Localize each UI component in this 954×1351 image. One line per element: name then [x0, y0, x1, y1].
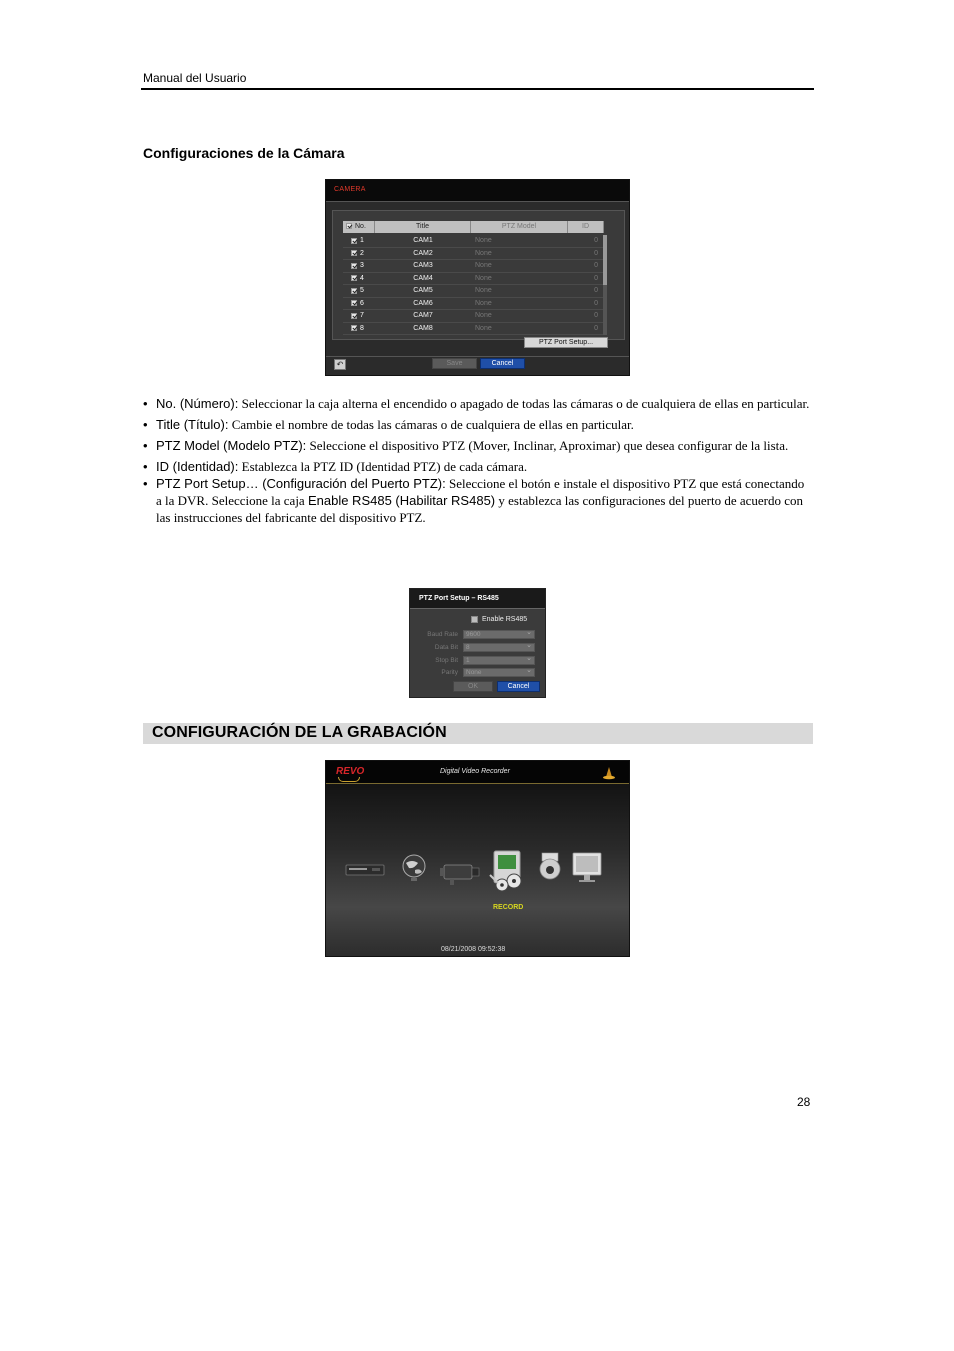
camera-title-field[interactable]: CAM5 — [413, 287, 433, 295]
back-arrow-icon[interactable]: ↶ — [334, 359, 346, 370]
logo-swoosh — [338, 777, 360, 782]
table-row: 3 CAM3 None 0 — [343, 260, 607, 273]
parity-label: Parity — [441, 668, 458, 676]
stop-bit-select[interactable]: 1 ⌄ — [463, 656, 535, 665]
camera-checkbox[interactable] — [351, 250, 357, 256]
ptz-id-spinner[interactable]: 0 — [594, 324, 598, 332]
camera-checkbox[interactable] — [351, 288, 357, 294]
camera-tag: CAMERA — [334, 186, 366, 193]
header-rule — [141, 88, 814, 90]
ptz-dome-camera-icon[interactable] — [536, 851, 564, 885]
dialog-cancel-button[interactable]: Cancel — [497, 681, 540, 692]
ptz-model-select[interactable]: None — [475, 287, 492, 295]
record-icon[interactable] — [486, 849, 532, 899]
list-item: • ID (Identidad): Establezca la PTZ ID (Identidad PTZ) de cada cámara. — [143, 458, 813, 475]
ptz-id-spinner[interactable]: 0 — [594, 299, 598, 307]
data-bit-label: Data Bit — [434, 643, 458, 651]
camera-checkbox[interactable] — [351, 313, 357, 319]
camera-table-body — [343, 235, 607, 335]
camera-title-field[interactable]: CAM4 — [413, 274, 433, 282]
baud-rate-row — [416, 629, 542, 639]
ptz-model-select[interactable]: None — [475, 324, 492, 332]
table-row: 4 CAM4 None 0 — [343, 273, 607, 286]
table-row: 5 CAM5 None 0 — [343, 285, 607, 298]
camera-title-field[interactable]: CAM3 — [413, 262, 433, 270]
network-globe-icon[interactable] — [400, 853, 428, 883]
camera-title-field[interactable]: CAM6 — [413, 299, 433, 307]
ptz-id-spinner[interactable]: 0 — [594, 237, 598, 245]
datetime-readout: 08/21/2008 09:52:38 — [441, 946, 506, 953]
list-item: • Title (Título): Cambie el nombre de todas las cámaras o de cualquiera de ellas en particular. — [143, 416, 813, 433]
page-number: 28 — [797, 1095, 811, 1109]
camera-title-field[interactable]: CAM1 — [413, 237, 433, 245]
parity-row — [416, 667, 542, 677]
menu-icon-row — [326, 851, 630, 911]
save-button[interactable]: Save — [432, 358, 477, 369]
settings-bullet-list — [143, 395, 813, 526]
camera-title-field[interactable]: CAM2 — [413, 249, 433, 257]
table-row: 8 CAM8 None 0 — [343, 323, 607, 336]
data-bit-select[interactable]: 8 ⌄ — [463, 643, 535, 652]
camera-setup-screenshot — [325, 179, 630, 376]
dialog-title: PTZ Port Setup – RS485 — [419, 595, 499, 602]
dialog-title-bar — [410, 589, 546, 609]
ptz-model-select[interactable]: None — [475, 249, 492, 257]
select-all-checkbox[interactable] — [346, 223, 352, 229]
ptz-port-setup-button[interactable]: PTZ Port Setup... — [524, 337, 608, 348]
dvr-system-icon[interactable] — [344, 859, 386, 881]
ptz-id-spinner[interactable]: 0 — [594, 312, 598, 320]
ptz-model-select[interactable]: None — [475, 299, 492, 307]
camera-checkbox[interactable] — [351, 275, 357, 281]
ptz-id-spinner[interactable]: 0 — [594, 249, 598, 257]
table-row: 6 CAM6 None 0 — [343, 298, 607, 311]
enable-rs485-checkbox[interactable] — [471, 616, 478, 623]
column-header-id: ID — [568, 221, 604, 233]
ptz-model-select[interactable]: None — [475, 237, 492, 245]
enable-rs485-row[interactable] — [471, 616, 527, 623]
data-bit-row — [416, 642, 542, 652]
table-scrollbar[interactable] — [603, 235, 607, 335]
running-header: Manual del Usuario — [143, 71, 247, 85]
footer-divider — [326, 356, 630, 357]
ptz-model-select[interactable]: None — [475, 274, 492, 282]
display-monitor-icon[interactable] — [571, 851, 603, 887]
wizard-hat-icon[interactable] — [602, 766, 616, 780]
camera-table-header — [343, 221, 604, 233]
table-row: 7 CAM7 None 0 — [343, 310, 607, 323]
baud-rate-label: Baud Rate — [427, 630, 458, 638]
camera-checkbox[interactable] — [351, 325, 357, 331]
dvr-subtitle: Digital Video Recorder — [440, 768, 510, 775]
list-item: • PTZ Model (Modelo PTZ): Seleccione el dispositivo PTZ (Mover, Inclinar, Aproximar) que desea configurar de la lista. — [143, 437, 813, 454]
column-header-no[interactable]: No. — [343, 221, 375, 233]
ptz-id-spinner[interactable]: 0 — [594, 274, 598, 282]
section-title-camera: Configuraciones de la Cámara — [143, 145, 345, 161]
cancel-button[interactable]: Cancel — [480, 358, 525, 369]
camera-title-bar — [326, 180, 630, 202]
ok-button[interactable]: OK — [453, 681, 493, 692]
stop-bit-label: Stop Bit — [435, 656, 458, 664]
ptz-id-spinner[interactable]: 0 — [594, 287, 598, 295]
dvr-main-menu-screenshot — [325, 760, 630, 957]
section-title-recording: CONFIGURACIÓN DE LA GRABACIÓN — [152, 724, 447, 741]
column-header-ptz-model: PTZ Model — [471, 221, 568, 233]
ptz-port-setup-dialog — [409, 588, 546, 698]
table-row: 1 CAM1 None 0 — [343, 235, 607, 248]
enable-rs485-label: Enable RS485 — [482, 616, 528, 623]
camera-checkbox[interactable] — [351, 263, 357, 269]
stop-bit-row — [416, 655, 542, 665]
ptz-model-select[interactable]: None — [475, 312, 492, 320]
table-row: 2 CAM2 None 0 — [343, 248, 607, 261]
camera-title-field[interactable]: CAM7 — [413, 312, 433, 320]
selected-menu-label: RECORD — [493, 904, 524, 911]
parity-select[interactable]: None ⌄ — [463, 668, 535, 677]
column-header-title: Title — [375, 221, 471, 233]
scrollbar-thumb[interactable] — [603, 235, 607, 285]
ptz-id-spinner[interactable]: 0 — [594, 262, 598, 270]
camera-title-field[interactable]: CAM8 — [413, 324, 433, 332]
baud-rate-select[interactable]: 9600 ⌄ — [463, 630, 535, 639]
revo-logo: REVO — [336, 766, 365, 777]
camera-checkbox[interactable] — [351, 300, 357, 306]
dvr-title-bar — [326, 761, 630, 784]
camera-checkbox[interactable] — [351, 238, 357, 244]
camera-icon[interactable] — [438, 859, 482, 887]
list-item: • No. (Número): Seleccionar la caja alterna el encendido o apagado de todas las cámaras o de cualquiera de ellas en particular. — [143, 395, 813, 412]
ptz-model-select[interactable]: None — [475, 262, 492, 270]
list-item: • PTZ Port Setup… (Configuración del Puerto PTZ): Seleccione el botón e instale el dispositivo PTZ que está conectando a la DVR. Seleccione la caja Enable RS485 (Habilitar RS485) y establezca las configuraciones del puerto de acuerdo con las instrucciones del fabricante del dispositivo PTZ. — [143, 475, 813, 526]
